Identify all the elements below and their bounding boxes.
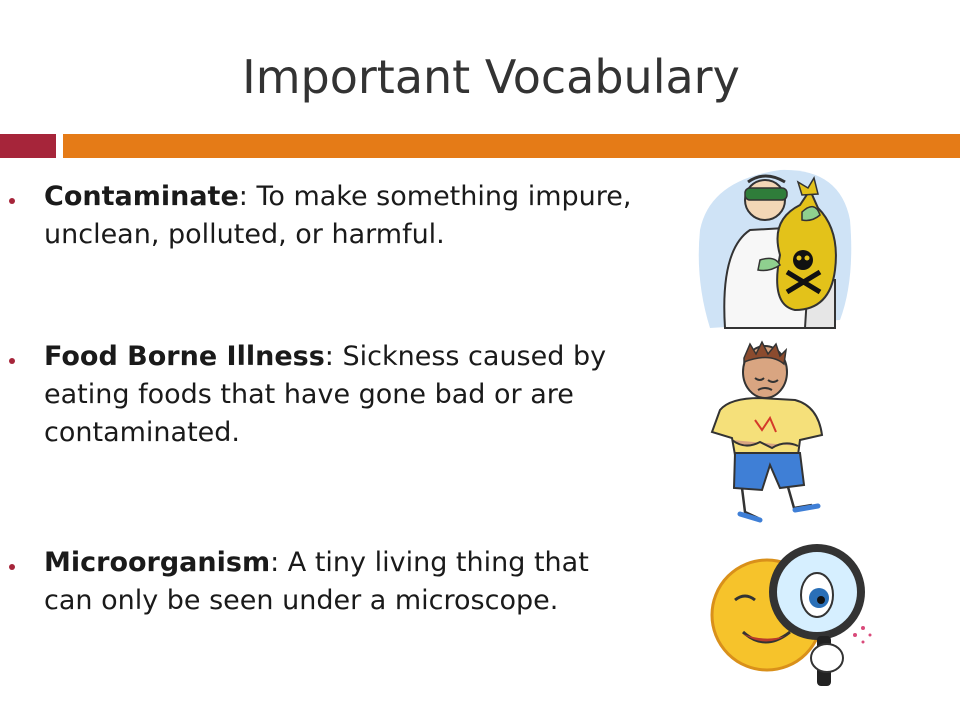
term-definition: To make something impure, unclean, polluted, or harmful. xyxy=(44,181,632,250)
slide-title: Important Vocabulary xyxy=(242,50,740,104)
vocabulary-item-text xyxy=(44,178,634,254)
vocabulary-item-text xyxy=(44,338,634,452)
sick-person-icon xyxy=(700,340,840,525)
term-definition: Sickness caused by eating foods that have gone bad or are contaminated. xyxy=(44,341,607,448)
title-accent-bar-left xyxy=(0,134,56,158)
smiley-with-magnifying-glass-icon xyxy=(705,540,885,690)
vocabulary-item-text xyxy=(44,544,634,620)
term-word: Contaminate xyxy=(44,181,239,212)
term-separator: : xyxy=(324,341,334,372)
bullet-icon xyxy=(9,358,15,364)
bullet-icon xyxy=(9,564,15,570)
title-accent-bar-right xyxy=(63,134,960,158)
term-word: Microorganism xyxy=(44,547,271,578)
bullet-icon xyxy=(9,198,15,204)
term-separator: : xyxy=(270,547,280,578)
scientist-with-hazard-bag-icon xyxy=(690,160,860,330)
term-word: Food Borne Illness xyxy=(44,341,325,372)
term-separator: : xyxy=(238,181,248,212)
term-definition: A tiny living thing that can only be seen under a microscope. xyxy=(44,547,589,616)
